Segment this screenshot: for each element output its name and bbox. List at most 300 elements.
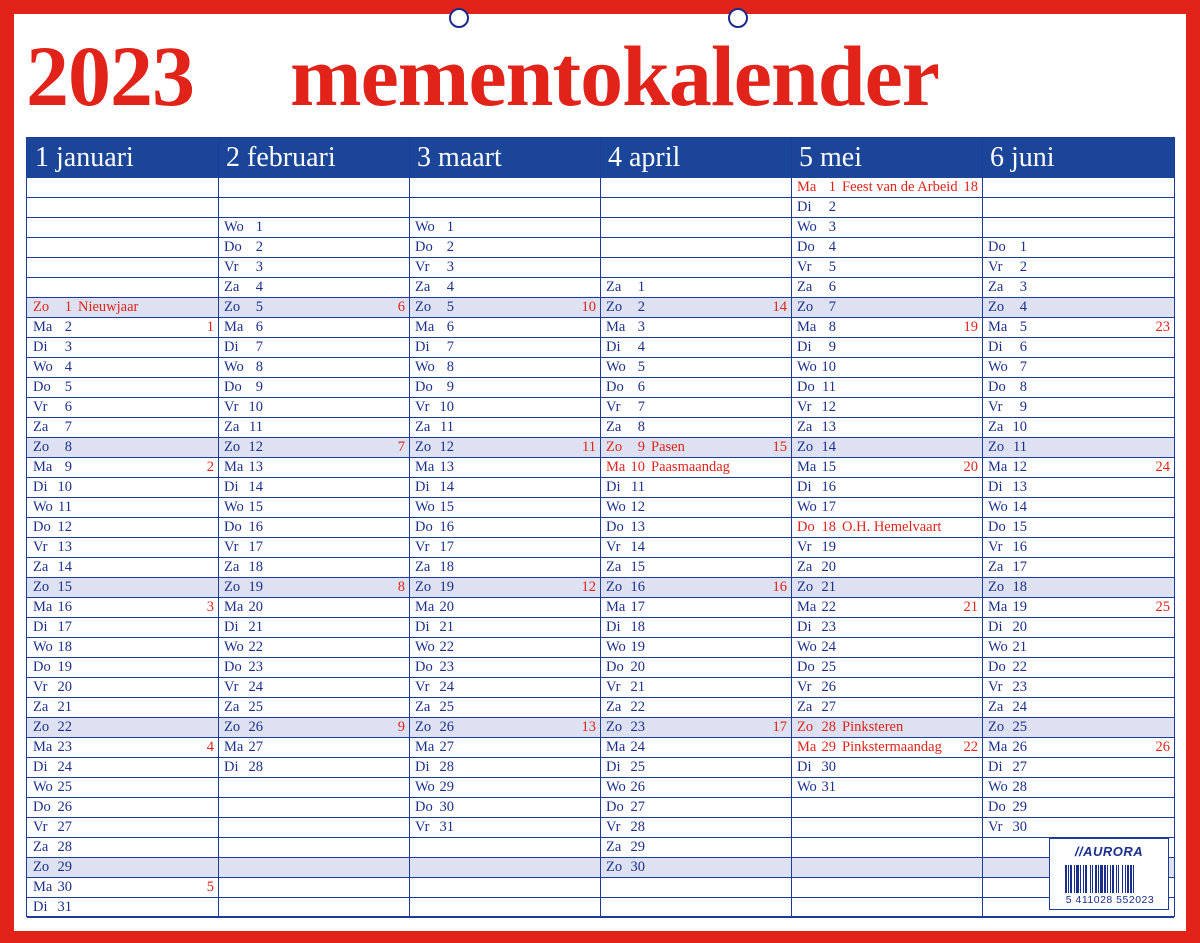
day-row bbox=[218, 598, 409, 618]
day-row bbox=[218, 338, 409, 358]
weekday-label: Ma bbox=[224, 739, 244, 755]
weekday-label: Vr bbox=[797, 399, 812, 415]
day-number: 1 bbox=[637, 279, 645, 295]
week-number: 8 bbox=[397, 579, 405, 595]
day-number: 28 bbox=[57, 839, 72, 855]
day-row bbox=[218, 218, 409, 238]
day-number: 1 bbox=[446, 219, 454, 235]
empty-row bbox=[982, 218, 1174, 238]
day-number: 12 bbox=[248, 439, 263, 455]
barcode-bar bbox=[1116, 865, 1117, 893]
day-row bbox=[600, 698, 791, 718]
day-row bbox=[982, 418, 1174, 438]
day-row bbox=[982, 798, 1174, 818]
weekday-label: Vr bbox=[988, 399, 1003, 415]
day-row bbox=[791, 678, 982, 698]
day-number: 1 bbox=[828, 179, 836, 195]
day-row bbox=[791, 338, 982, 358]
day-number: 3 bbox=[1019, 279, 1027, 295]
day-row bbox=[791, 298, 982, 318]
week-number: 4 bbox=[206, 739, 214, 755]
weekday-label: Do bbox=[33, 379, 51, 395]
empty-row bbox=[791, 898, 982, 918]
weekday-label: Zo bbox=[224, 719, 241, 735]
day-row bbox=[27, 658, 218, 678]
week-number: 19 bbox=[963, 319, 978, 335]
day-number: 7 bbox=[446, 339, 454, 355]
weekday-label: Zo bbox=[33, 439, 50, 455]
day-number: 6 bbox=[446, 319, 454, 335]
day-number: 11 bbox=[822, 379, 836, 395]
day-row bbox=[218, 298, 409, 318]
day-number: 12 bbox=[57, 519, 72, 535]
day-number: 27 bbox=[821, 699, 836, 715]
weekday-label: Ma bbox=[415, 599, 435, 615]
weekday-label: Zo bbox=[415, 719, 432, 735]
day-number: 30 bbox=[630, 859, 645, 875]
weekday-label: Wo bbox=[33, 779, 53, 795]
day-number: 9 bbox=[828, 339, 836, 355]
weekday-label: Za bbox=[415, 419, 431, 435]
weekday-label: Di bbox=[797, 759, 812, 775]
barcode-bar bbox=[1098, 865, 1099, 893]
day-number: 19 bbox=[630, 639, 645, 655]
week-number: 5 bbox=[206, 879, 214, 895]
weekday-label: Za bbox=[224, 699, 240, 715]
empty-row bbox=[218, 858, 409, 878]
weekday-label: Vr bbox=[988, 259, 1003, 275]
day-row bbox=[27, 578, 218, 598]
day-number: 7 bbox=[64, 419, 72, 435]
weekday-label: Vr bbox=[33, 679, 48, 695]
day-number: 3 bbox=[64, 339, 72, 355]
weekday-label: Do bbox=[224, 659, 242, 675]
holiday-name: Nieuwjaar bbox=[78, 299, 139, 315]
day-row bbox=[218, 258, 409, 278]
day-row bbox=[982, 298, 1174, 318]
day-number: 18 bbox=[439, 559, 454, 575]
month-column bbox=[791, 138, 982, 916]
day-row bbox=[218, 678, 409, 698]
weekday-label: Za bbox=[33, 419, 49, 435]
barcode-bar bbox=[1083, 865, 1084, 893]
day-row bbox=[218, 318, 409, 338]
day-number: 10 bbox=[1012, 419, 1027, 435]
day-number: 1 bbox=[1019, 239, 1027, 255]
day-number: 24 bbox=[630, 739, 645, 755]
weekday-label: Di bbox=[797, 619, 812, 635]
weekday-label: Zo bbox=[988, 719, 1005, 735]
day-row bbox=[218, 618, 409, 638]
day-number: 24 bbox=[1012, 699, 1027, 715]
weekday-label: Za bbox=[33, 839, 49, 855]
day-row bbox=[600, 558, 791, 578]
day-row bbox=[791, 738, 982, 758]
day-number: 14 bbox=[248, 479, 263, 495]
weekday-label: Zo bbox=[797, 719, 814, 735]
weekday-label: Zo bbox=[33, 299, 50, 315]
day-row bbox=[218, 358, 409, 378]
weekday-label: Za bbox=[988, 699, 1004, 715]
day-number: 18 bbox=[821, 519, 836, 535]
weekday-label: Do bbox=[797, 239, 815, 255]
weekday-label: Vr bbox=[606, 819, 621, 835]
month-header: 6 juni bbox=[982, 138, 1174, 178]
empty-row bbox=[218, 798, 409, 818]
hanging-hole-right bbox=[728, 8, 748, 28]
weekday-label: Di bbox=[988, 619, 1003, 635]
brand-box bbox=[1049, 838, 1169, 910]
empty-row bbox=[27, 258, 218, 278]
weekday-label: Do bbox=[33, 519, 51, 535]
empty-row bbox=[27, 238, 218, 258]
day-row bbox=[409, 378, 600, 398]
day-row bbox=[600, 338, 791, 358]
day-number: 17 bbox=[248, 539, 263, 555]
weekday-label: Wo bbox=[224, 219, 244, 235]
day-row bbox=[791, 418, 982, 438]
day-number: 20 bbox=[1012, 619, 1027, 635]
day-row bbox=[27, 678, 218, 698]
day-number: 13 bbox=[57, 539, 72, 555]
barcode-bar bbox=[1127, 865, 1129, 893]
day-row bbox=[600, 658, 791, 678]
day-row bbox=[409, 438, 600, 458]
day-number: 14 bbox=[630, 539, 645, 555]
day-number: 22 bbox=[439, 639, 454, 655]
day-row bbox=[982, 458, 1174, 478]
weekday-label: Vr bbox=[224, 399, 239, 415]
day-row bbox=[982, 438, 1174, 458]
weekday-label: Wo bbox=[988, 779, 1008, 795]
day-row bbox=[27, 498, 218, 518]
day-row bbox=[791, 618, 982, 638]
day-row bbox=[218, 558, 409, 578]
weekday-label: Ma bbox=[224, 319, 244, 335]
week-number: 26 bbox=[1155, 739, 1170, 755]
day-number: 11 bbox=[249, 419, 263, 435]
day-row bbox=[409, 698, 600, 718]
weekday-label: Za bbox=[606, 419, 622, 435]
empty-row bbox=[218, 838, 409, 858]
weekday-label: Ma bbox=[988, 599, 1008, 615]
weekday-label: Vr bbox=[33, 539, 48, 555]
month-column bbox=[600, 138, 791, 916]
barcode-bar bbox=[1110, 865, 1111, 893]
day-row bbox=[218, 418, 409, 438]
day-number: 26 bbox=[57, 799, 72, 815]
barcode-bar bbox=[1074, 865, 1075, 893]
barcode-icon bbox=[1065, 865, 1155, 893]
day-number: 19 bbox=[248, 579, 263, 595]
weekday-label: Vr bbox=[33, 819, 48, 835]
weekday-label: Do bbox=[415, 659, 433, 675]
day-row bbox=[27, 438, 218, 458]
barcode-bar bbox=[1080, 865, 1081, 893]
weekday-label: Ma bbox=[33, 599, 53, 615]
day-number: 3 bbox=[828, 219, 836, 235]
day-number: 17 bbox=[439, 539, 454, 555]
weekday-label: Do bbox=[415, 239, 433, 255]
day-row bbox=[409, 738, 600, 758]
day-number: 26 bbox=[248, 719, 263, 735]
day-row bbox=[409, 798, 600, 818]
day-number: 11 bbox=[1013, 439, 1027, 455]
day-number: 15 bbox=[821, 459, 836, 475]
weekday-label: Wo bbox=[415, 359, 435, 375]
weekday-label: Ma bbox=[33, 319, 53, 335]
week-number: 15 bbox=[772, 439, 787, 455]
weekday-label: Di bbox=[415, 479, 430, 495]
day-row bbox=[982, 478, 1174, 498]
day-row bbox=[791, 778, 982, 798]
day-row bbox=[982, 498, 1174, 518]
weekday-label: Wo bbox=[797, 499, 817, 515]
day-number: 4 bbox=[637, 339, 645, 355]
day-number: 8 bbox=[446, 359, 454, 375]
week-number: 12 bbox=[581, 579, 596, 595]
day-row bbox=[409, 678, 600, 698]
day-row bbox=[409, 358, 600, 378]
day-number: 16 bbox=[439, 519, 454, 535]
empty-row bbox=[791, 858, 982, 878]
day-number: 11 bbox=[440, 419, 454, 435]
weekday-label: Di bbox=[33, 899, 48, 915]
weekday-label: Do bbox=[988, 239, 1006, 255]
day-number: 28 bbox=[1012, 779, 1027, 795]
weekday-label: Di bbox=[224, 479, 239, 495]
week-number: 16 bbox=[772, 579, 787, 595]
weekday-label: Di bbox=[606, 339, 621, 355]
day-row bbox=[791, 398, 982, 418]
day-row bbox=[600, 318, 791, 338]
week-number: 14 bbox=[772, 299, 787, 315]
month-column bbox=[218, 138, 409, 916]
day-row bbox=[27, 398, 218, 418]
day-row bbox=[982, 518, 1174, 538]
weekday-label: Di bbox=[33, 619, 48, 635]
day-number: 26 bbox=[1012, 739, 1027, 755]
week-number: 21 bbox=[963, 599, 978, 615]
weekday-label: Zo bbox=[606, 439, 623, 455]
day-row bbox=[27, 878, 218, 898]
day-number: 5 bbox=[255, 299, 263, 315]
day-number: 21 bbox=[630, 679, 645, 695]
day-row bbox=[600, 358, 791, 378]
weekday-label: Di bbox=[224, 339, 239, 355]
day-number: 15 bbox=[248, 499, 263, 515]
day-row bbox=[27, 598, 218, 618]
day-number: 16 bbox=[248, 519, 263, 535]
day-number: 22 bbox=[57, 719, 72, 735]
weekday-label: Za bbox=[606, 699, 622, 715]
day-number: 6 bbox=[64, 399, 72, 415]
empty-row bbox=[600, 878, 791, 898]
holiday-name: Pinksteren bbox=[842, 719, 904, 735]
weekday-label: Di bbox=[988, 479, 1003, 495]
day-row bbox=[600, 578, 791, 598]
day-row bbox=[791, 378, 982, 398]
week-number: 11 bbox=[582, 439, 596, 455]
day-number: 23 bbox=[57, 739, 72, 755]
weekday-label: Za bbox=[33, 699, 49, 715]
weekday-label: Za bbox=[606, 839, 622, 855]
day-number: 6 bbox=[1019, 339, 1027, 355]
month-header: 4 april bbox=[600, 138, 791, 178]
empty-row bbox=[791, 838, 982, 858]
day-row bbox=[982, 618, 1174, 638]
day-number: 27 bbox=[630, 799, 645, 815]
day-row bbox=[409, 638, 600, 658]
weekday-label: Ma bbox=[224, 599, 244, 615]
day-number: 16 bbox=[1012, 539, 1027, 555]
day-number: 20 bbox=[630, 659, 645, 675]
day-number: 22 bbox=[248, 639, 263, 655]
barcode-bar bbox=[1118, 865, 1119, 893]
day-number: 1 bbox=[64, 299, 72, 315]
weekday-label: Vr bbox=[415, 259, 430, 275]
day-row bbox=[982, 338, 1174, 358]
day-row bbox=[791, 218, 982, 238]
day-row bbox=[982, 558, 1174, 578]
weekday-label: Do bbox=[415, 519, 433, 535]
day-row bbox=[600, 598, 791, 618]
day-number: 11 bbox=[58, 499, 72, 515]
day-row bbox=[409, 258, 600, 278]
weekday-label: Ma bbox=[33, 459, 53, 475]
day-number: 25 bbox=[439, 699, 454, 715]
brand-logo: //AURORA bbox=[1074, 844, 1144, 859]
weekday-label: Vr bbox=[33, 399, 48, 415]
day-number: 5 bbox=[828, 259, 836, 275]
column-divider bbox=[982, 138, 983, 916]
day-row bbox=[27, 518, 218, 538]
weekday-label: Zo bbox=[797, 439, 814, 455]
day-number: 3 bbox=[637, 319, 645, 335]
month-header: 5 mei bbox=[791, 138, 982, 178]
calendar-title: mementokalender bbox=[290, 28, 939, 124]
day-number: 19 bbox=[57, 659, 72, 675]
day-row bbox=[218, 238, 409, 258]
day-number: 11 bbox=[631, 479, 645, 495]
weekday-label: Wo bbox=[224, 499, 244, 515]
day-number: 16 bbox=[630, 579, 645, 595]
day-row bbox=[791, 198, 982, 218]
weekday-label: Do bbox=[224, 379, 242, 395]
day-number: 7 bbox=[255, 339, 263, 355]
weekday-label: Do bbox=[415, 799, 433, 815]
day-number: 4 bbox=[255, 279, 263, 295]
day-number: 21 bbox=[821, 579, 836, 595]
day-number: 2 bbox=[64, 319, 72, 335]
empty-row bbox=[791, 818, 982, 838]
day-number: 26 bbox=[821, 679, 836, 695]
day-number: 8 bbox=[255, 359, 263, 375]
weekday-label: Vr bbox=[988, 539, 1003, 555]
week-number: 18 bbox=[963, 179, 978, 195]
day-number: 19 bbox=[1012, 599, 1027, 615]
column-divider bbox=[218, 138, 219, 916]
day-row bbox=[791, 178, 982, 198]
day-number: 16 bbox=[57, 599, 72, 615]
day-row bbox=[600, 798, 791, 818]
weekday-label: Zo bbox=[988, 579, 1005, 595]
weekday-label: Ma bbox=[988, 319, 1008, 335]
weekday-label: Ma bbox=[988, 739, 1008, 755]
month-column bbox=[27, 138, 218, 916]
day-number: 13 bbox=[630, 519, 645, 535]
day-row bbox=[791, 598, 982, 618]
day-row bbox=[982, 278, 1174, 298]
weekday-label: Zo bbox=[606, 579, 623, 595]
day-row bbox=[218, 738, 409, 758]
day-row bbox=[27, 538, 218, 558]
day-row bbox=[982, 598, 1174, 618]
day-row bbox=[791, 718, 982, 738]
weekday-label: Wo bbox=[606, 779, 626, 795]
weekday-label: Za bbox=[606, 279, 622, 295]
empty-row bbox=[218, 178, 409, 198]
empty-row bbox=[27, 218, 218, 238]
day-row bbox=[600, 398, 791, 418]
weekday-label: Di bbox=[797, 339, 812, 355]
day-row bbox=[791, 518, 982, 538]
day-row bbox=[600, 638, 791, 658]
day-number: 31 bbox=[439, 819, 454, 835]
day-number: 29 bbox=[1012, 799, 1027, 815]
day-number: 6 bbox=[255, 319, 263, 335]
weekday-label: Ma bbox=[606, 459, 626, 475]
day-number: 25 bbox=[1012, 719, 1027, 735]
barcode-bar bbox=[1076, 865, 1079, 893]
day-number: 31 bbox=[57, 899, 72, 915]
day-row bbox=[218, 518, 409, 538]
day-row bbox=[791, 458, 982, 478]
weekday-label: Do bbox=[606, 519, 624, 535]
weekday-label: Za bbox=[797, 279, 813, 295]
day-row bbox=[409, 418, 600, 438]
empty-row bbox=[218, 818, 409, 838]
weekday-label: Za bbox=[988, 419, 1004, 435]
day-row bbox=[27, 698, 218, 718]
day-row bbox=[600, 458, 791, 478]
weekday-label: Ma bbox=[415, 319, 435, 335]
weekday-label: Vr bbox=[415, 539, 430, 555]
day-row bbox=[791, 358, 982, 378]
day-row bbox=[218, 658, 409, 678]
weekday-label: Di bbox=[988, 339, 1003, 355]
day-number: 26 bbox=[630, 779, 645, 795]
empty-row bbox=[218, 198, 409, 218]
weekday-label: Wo bbox=[797, 779, 817, 795]
day-row bbox=[982, 778, 1174, 798]
empty-row bbox=[409, 858, 600, 878]
day-row bbox=[791, 318, 982, 338]
empty-row bbox=[409, 878, 600, 898]
weekday-label: Za bbox=[415, 279, 431, 295]
day-row bbox=[27, 378, 218, 398]
weekday-label: Di bbox=[606, 759, 621, 775]
weekday-label: Do bbox=[988, 519, 1006, 535]
day-row bbox=[27, 418, 218, 438]
day-row bbox=[600, 538, 791, 558]
day-number: 10 bbox=[821, 359, 836, 375]
empty-row bbox=[600, 258, 791, 278]
day-row bbox=[27, 458, 218, 478]
day-row bbox=[982, 358, 1174, 378]
day-number: 4 bbox=[828, 239, 836, 255]
weekday-label: Ma bbox=[797, 459, 817, 475]
